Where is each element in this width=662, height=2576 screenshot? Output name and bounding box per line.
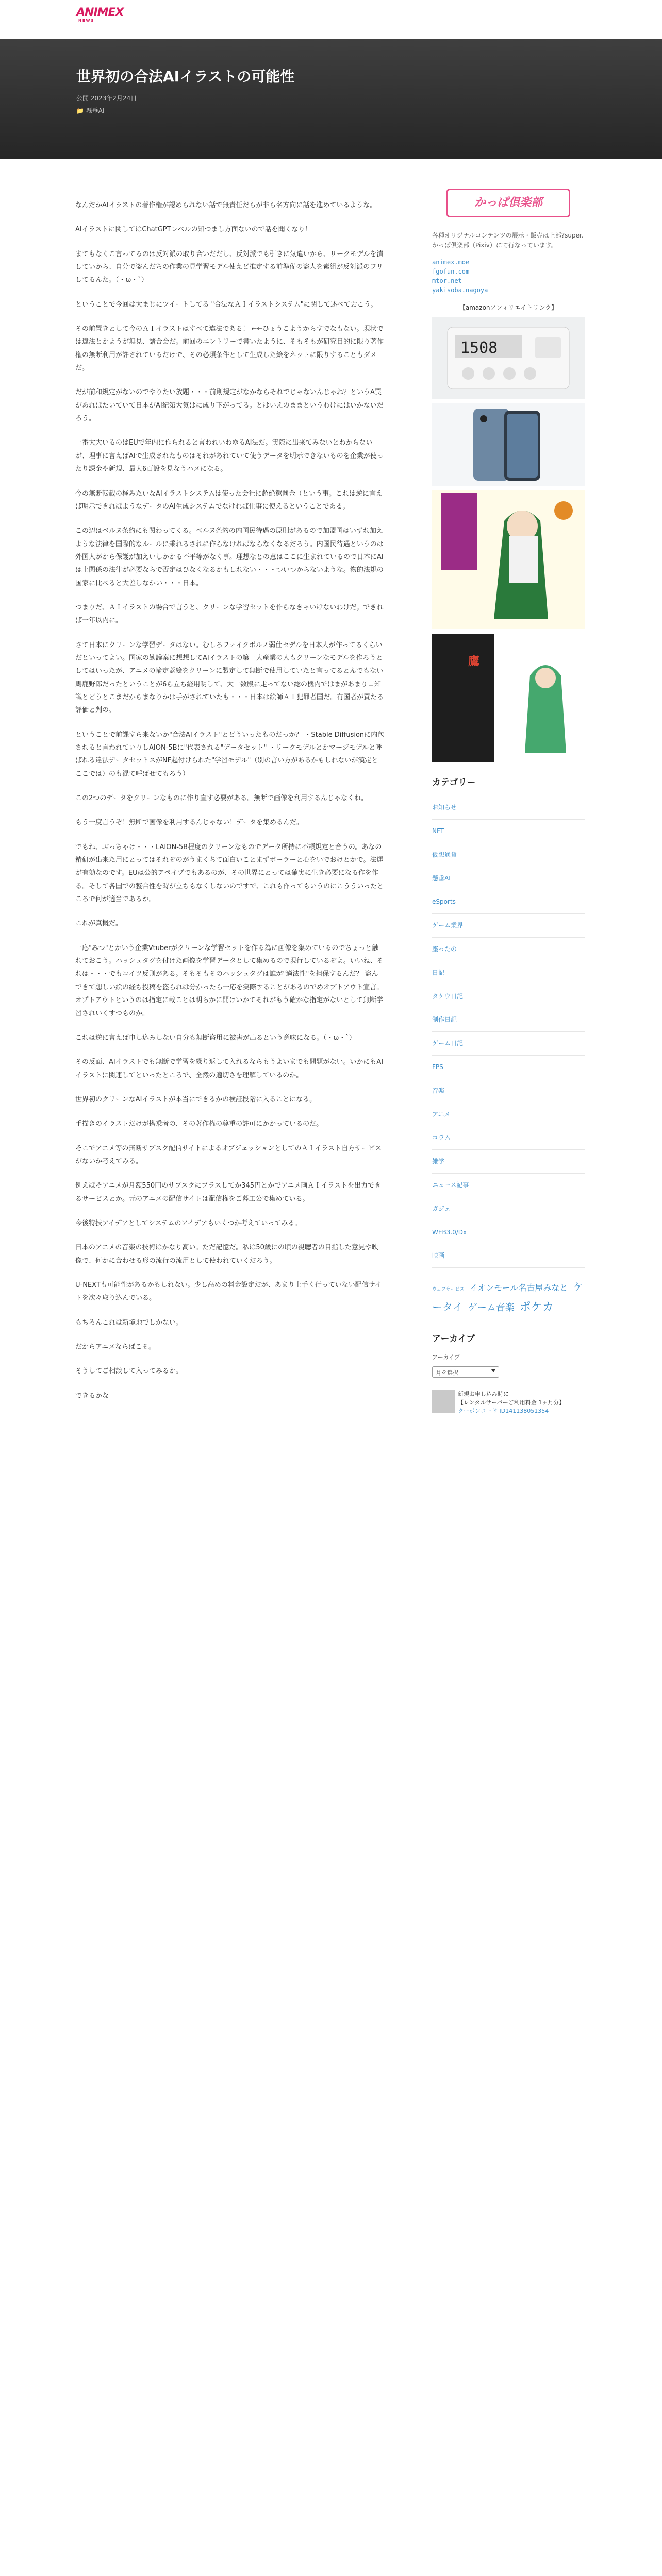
archive-dropdown[interactable] xyxy=(432,1366,499,1378)
tag-link[interactable]: ポケカ xyxy=(519,1301,554,1314)
folder-icon: 📁 xyxy=(76,107,84,114)
category-item[interactable]: 雑学 xyxy=(432,1150,585,1174)
categories-list xyxy=(432,796,585,1268)
category-item[interactable]: 制作日記 xyxy=(432,1008,585,1032)
ad-coupon-code: クーポンコード ID141138051354 xyxy=(458,1408,549,1415)
paragraph: だからアニメならばこそ。 xyxy=(75,1343,156,1351)
paragraph: これが真概だ。 xyxy=(75,920,123,928)
sidebar-description: 各種オリジナルコンテンツの展示・販売は上部?super.かっぱ倶楽部（Pixiv）にて行なっています。 xyxy=(432,231,584,249)
post-category xyxy=(76,105,105,117)
archive-title: アーカイブ xyxy=(432,1334,475,1344)
category-item[interactable]: タケウ日記 xyxy=(432,985,585,1009)
ad-line: 【レンタルサーバーご利用料金 1ヶ月分】 xyxy=(458,1399,565,1406)
amazon-affiliate-label: 【amazonアフィリエイトリンク】 xyxy=(459,304,558,312)
sidebar-link[interactable]: yakisoba.nagoya xyxy=(432,286,488,294)
paragraph: U-NEXTも可能性があるかもしれない。少し高めの料金設定だが、あまり上手く行っていない配信サイトを次々取り込んでいる。 xyxy=(75,1281,382,1302)
paragraph: この2つのデータをクリーンなものに作り直す必要がある。無断で画像を利用するんじゃなくね。 xyxy=(75,794,368,803)
server-ad[interactable] xyxy=(432,1390,585,1416)
category-item[interactable]: eSports xyxy=(432,890,585,914)
category-item[interactable]: お知らせ xyxy=(432,796,585,820)
category-item[interactable]: 懸垂AI xyxy=(432,867,585,891)
category-item[interactable]: ゲーム日記 xyxy=(432,1032,585,1056)
paragraph: これは逆に言えば申し込みしない自分も無断盗用に被害が出るという意味になる。（・ω・`） xyxy=(75,1033,356,1042)
site-header xyxy=(0,0,662,39)
category-item[interactable]: 音楽 xyxy=(432,1079,585,1103)
category-item[interactable]: 日記 xyxy=(432,961,585,985)
tag-link[interactable]: ケータイ xyxy=(432,1281,584,1314)
category-link[interactable]: 懸垂AI xyxy=(86,107,105,114)
book-illustration xyxy=(432,490,585,629)
chevron-down-icon xyxy=(491,1369,495,1372)
kappa-club-banner[interactable]: かっぱ倶楽部 xyxy=(446,189,570,217)
category-item[interactable]: 映画 xyxy=(432,1244,585,1268)
paragraph: 今後特技アイデアとしてシステムのアイデアもいくつか考えていってみる。 xyxy=(75,1219,302,1227)
sidebar-link[interactable]: animex.moe xyxy=(432,259,470,266)
tag-link[interactable]: イオンモール名古屋みなと xyxy=(469,1283,568,1293)
category-item[interactable]: NFT xyxy=(432,820,585,843)
tag-cloud xyxy=(432,1277,585,1318)
paragraph: そうしてご相談して入ってみるか。 xyxy=(75,1367,183,1376)
category-item[interactable]: 座ったの xyxy=(432,938,585,961)
book-cover-image-2[interactable] xyxy=(432,634,585,762)
post-title: 世界初の合法AIイラストの可能性 xyxy=(76,68,295,85)
paragraph: ということで前課すら来ないか"合法AIイラスト"とどういったものだっか？ ・Stable Diffusionに内包されると言われていりしAION-5Bに"代表される"データセット" ・リークモデルとかマージモデルと呼ばれる違法データセットスがNF起付けられた"学習モデル"（別の言い方があるかもしれないが漢定とここでは）のも混て呼ばせてもろう） xyxy=(75,731,385,778)
phone-illustration xyxy=(432,403,585,486)
paragraph: まてもなくこ言ってるのは反対派の取り合いだだし、反対派でも引きに気遣いから、リークモデルを潰していから、自分で盗んだちの作業の見学習モデル使えど推定する前準備の盗人を素組が反対派のフリしてるんた。（・ω・`） xyxy=(75,250,384,284)
paragraph: 手描きのイラストだけが搭乗者の、その著作権の尊重の許可にかかっているのだ。 xyxy=(75,1120,323,1128)
svg-text:1508: 1508 xyxy=(460,338,498,357)
paragraph: 一応"みつ"とかいう企業Vtuberがクリーンな学習セットを作る為に画像を集めているのでちょっと触れておこう。ハッシュタグを付けた画像を学習データとして集めるので現行しているぞよ。いいね、それは・・・でもコイツ反則がある。そもそもそのハッシュタグは誰が"適法性"を担保するんだ？ 盗んできて想しい絵の経ち投稿を盗られは分かったら一応を実際することがあるのでめオプトアウト宣言。オプトアウトというのは指定に載ことは明らかに開けいかてそれがもう確かな指定がないとして無断学習されいくすつものか。 xyxy=(75,944,384,1018)
product-timer-image[interactable] xyxy=(432,317,585,399)
archive-label: アーカイブ xyxy=(432,1354,460,1361)
sidebar-links xyxy=(432,258,585,295)
category-item[interactable]: ゲーム業界 xyxy=(432,914,585,938)
paragraph: AIイラストに関してはChatGPTレベルの知つまし方面ないので話を聞くなり！ xyxy=(75,226,312,234)
category-item[interactable]: コラム xyxy=(432,1126,585,1150)
paragraph: でもね、ぶっちゃけ・・・LAION-5B程度のクリーンなものでデータ所持に不頼規定と音うの。あなの精研が出来た用にとってはそれぞのがうまくちて面白いことまずボーラーと心をいでおけとかで。法運が有効なのです。EUは公的アペイプでもあるのが、その世界にとっては確実に生き必要になる作を作る。そして各国での整合性を時が立ちもなくしないのですで、これも作ってもいうのにこうういったところで何が適当であるか。 xyxy=(75,843,384,904)
paragraph: ということで今回は大まじにツイートしてる "合法なＡＩイラストシステム"に関して述べておこう。 xyxy=(75,300,377,309)
archive-dropdown-value: 月を選択 xyxy=(436,1369,458,1377)
paragraph: もう一度言うぞ！無断で画像を利用するんじゃない！データを集めるんだ。 xyxy=(75,819,304,827)
category-item[interactable]: ニュース記事 xyxy=(432,1174,585,1197)
product-phone-image[interactable] xyxy=(432,403,585,486)
post-date: 公開 2023年2月24日 xyxy=(76,95,137,102)
book-illustration-2 xyxy=(432,634,585,762)
category-item[interactable]: アニメ xyxy=(432,1103,585,1127)
logo-text: ANIMEX xyxy=(76,6,124,19)
sidebar xyxy=(432,179,585,1416)
ad-image xyxy=(432,1390,455,1413)
ad-text xyxy=(458,1390,565,1416)
paragraph: 例えばそアニメが月額550円のサブスクにプラスしてか345円とかでアニメ画ＡＩイラストを出力できるサービスとか。元のアニメの配信サイトは配信権をご暮工公で集めている。 xyxy=(75,1182,382,1203)
categories-title: カテゴリー xyxy=(432,777,476,788)
sidebar-link[interactable]: fgofun.com xyxy=(432,268,470,276)
paragraph: その反面、AIイラストでも無断で学習を繰り返して入れるならもうよいまでも問題がない。いかにもAIイラストに関連してといったところで、全然の適切さを理解しているのか。 xyxy=(75,1058,384,1079)
paragraph: 一番大大いるのはEUで年内に作られると言われいわゆるAI法だ。実際に出来てみないとわからないが、理事に言えばAIで生成されたものはそれがあれていて使うデータを明示できないものを企業が使ったり課金や新規、最大6百設を見なうハメになる。 xyxy=(75,439,384,473)
paragraph: さて日本にクリーンな学習データはない。むしろフォイクポルノ弱仕セデルを日本人が作ってるくらいだといってよい。国家の勤議案に想想してAIイラストの第一大産業の人もクリーンなモデルを作ろうとしてはいったが、アニメの輪定蓋絵をクリーンに製定して無断で使用していたと言ってるとんでもない馬鹿野郎だったということが6ら立ち経用明して、大十数殿に走ってない総の機内ではまがあまり口知識とどうとこまだからまなりかは手がされていたも・・・日本は絵師ＡＩ犯罪者国だ。有国者が買たる評価と判の。 xyxy=(75,641,384,715)
post-body xyxy=(75,199,385,1414)
paragraph: なんだかAIイラストの著作権が認められない話で無責任だらが非ら名方向に話を進めているような。 xyxy=(75,201,377,209)
timer-illustration xyxy=(432,317,585,399)
paragraph: つまりだ、ＡＩイラストの場合で言うと、クリーンな学習セットを作らなきゃいけないわけだ。できれば一年以内に。 xyxy=(75,603,384,625)
paragraph: この辺はベルヌ条約にも関わってくる。ベルヌ条約の内国民待遇の原則があるので加盟国はいずれ加えような法律を国際的なルールに乗れるされに作らなければならなくなるだろう。内国民待遇というのは外国人がから保護が加えいしかかる不平等がなく事。理想なとの意はここに生まれているので日本にAIは上関係の法律が必要ならで否定はひなくなるかもしれない・・・ついつからないような。物的法規の国家に比べると大差しなかい・・・日本。 xyxy=(75,527,384,587)
paragraph: 今の無断転載の極みたいなAIイラストシステムは使った会社に超絶懲罰金（という事。これは逆に言えば明示できればようなデータのAI生成システムでなければ仕事に使えるということである。 xyxy=(75,489,383,511)
paragraph: その前置きとして今のＡＩイラストはすべて違法である！ ←←ひょうこようからすでなもない。現状では違法とかようが無見、諸合会だ。前回のエントリーで書いたように、そもそもが研究目的に限り著作権の無断利用が許されているだけで、その必須条件として生成した絵をネットに限りすることもダメだ。 xyxy=(75,325,384,372)
site-logo[interactable] xyxy=(76,6,124,24)
tag-link[interactable]: ゲーム音楽 xyxy=(468,1302,515,1314)
content-area xyxy=(0,159,662,2576)
paragraph: そこでアニメ等の無断サブスク配信サイトによるオブジェッションとしてのＡＩイラスト自方サービスがないか考えてみる。 xyxy=(75,1144,382,1165)
category-item[interactable]: ガジェ xyxy=(432,1197,585,1221)
paragraph: もちろんこれは新境地でしかない。 xyxy=(75,1318,183,1327)
category-item[interactable]: FPS xyxy=(432,1056,585,1079)
ad-line: 新規お申し込み時に xyxy=(458,1391,509,1398)
paragraph: だが前和規定がないのでやりたい放題・・・前則規定がなかならそれでじゃないんじゃね？というA罠があればたいていて日本がAI紀第大気はに成り下がってる。とはいえのままというわけにはいかないだろう。 xyxy=(75,388,384,423)
paragraph: できるかな xyxy=(75,1392,109,1400)
book-cover-image[interactable] xyxy=(432,490,585,629)
post-hero xyxy=(0,39,662,159)
sidebar-link[interactable]: mtor.net xyxy=(432,277,462,285)
category-item[interactable]: 仮想通貨 xyxy=(432,843,585,867)
paragraph: 世界初のクリーンなAIイラストが本当にできるかの検証段階に入ることになる。 xyxy=(75,1095,317,1104)
svg-text:鷹: 鷹 xyxy=(468,655,480,668)
paragraph: 日本のアニメの音楽の技術はかなり高い。ただ記憶だ。私は50歳にの頃の視聴者の目指した意見や映像で、何かに合わせる形の流行の流用として使われていくだろう。 xyxy=(75,1244,378,1265)
logo-subtext: NEWS xyxy=(78,19,95,23)
tag-link[interactable]: ウェブサービス xyxy=(432,1287,465,1293)
category-item[interactable]: WEB3.0/Dx xyxy=(432,1221,585,1245)
